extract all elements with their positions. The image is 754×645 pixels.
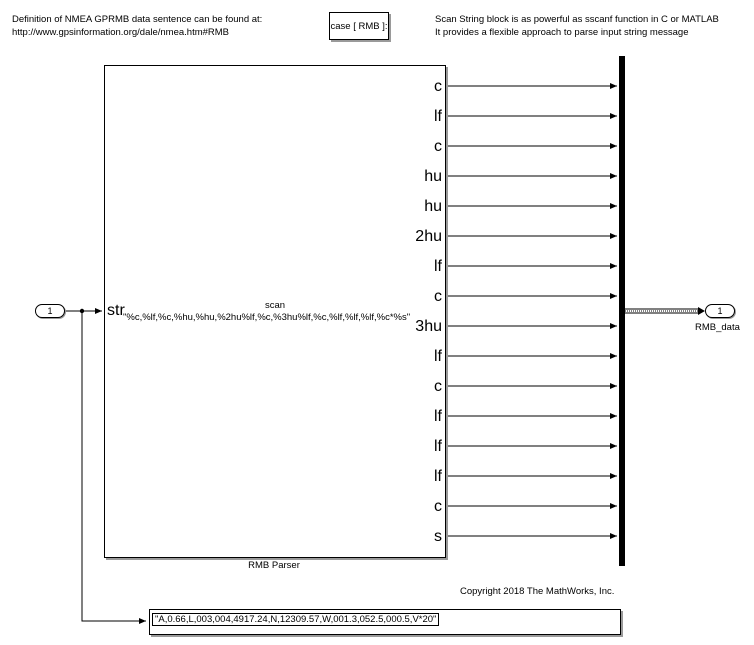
scan-format-string: "%c,%lf,%c,%hu,%hu,%2hu%lf,%c,%3hu%lf,%c,%lf,%lf,%lf,%c*%s" [123, 312, 411, 323]
scan-block-name: RMB Parser [248, 560, 300, 571]
output-port-label: s [434, 528, 442, 545]
inport-label: 1 [47, 306, 53, 316]
display-block[interactable] [149, 609, 621, 635]
output-port-label: c [434, 138, 442, 155]
nmea-note-line1: Definition of NMEA GPRMB data sentence can be found at: [12, 14, 263, 25]
output-port-label: 3hu [415, 318, 442, 335]
output-port-label: lf [434, 258, 442, 275]
scan-block-title: scan [264, 300, 286, 311]
display-value: "A,0.66,L,003,004,4917.24,N,12309.57,W,001.3,052.5,000.5,V*20" [152, 613, 439, 626]
output-port-label: lf [434, 408, 442, 425]
outport-block[interactable] [705, 304, 735, 318]
scan-note-line1: Scan String block is as powerful as sscanf function in C or MATLAB [435, 14, 719, 25]
output-signal-lines [446, 86, 617, 536]
output-port-label: lf [434, 468, 442, 485]
bus-arrow [698, 307, 705, 315]
output-port-label: c [434, 288, 442, 305]
output-port-label: 2hu [415, 228, 442, 245]
outport-name: RMB_data [695, 322, 740, 333]
copyright-note: Copyright 2018 The MathWorks, Inc. [460, 586, 615, 597]
output-port-label: hu [424, 168, 442, 185]
mux-block[interactable] [619, 56, 625, 566]
input-port-label: str [107, 302, 125, 319]
output-port-label: c [434, 378, 442, 395]
output-port-label: lf [434, 438, 442, 455]
inport-block[interactable] [35, 304, 65, 318]
nmea-note-line2: http://www.gpsinformation.org/dale/nmea.htm#RMB [12, 27, 230, 38]
scan-string-block[interactable] [104, 65, 446, 558]
output-port-label: lf [434, 108, 442, 125]
outport-label: 1 [717, 306, 723, 316]
output-port-label: c [434, 498, 442, 515]
output-port-label: lf [434, 348, 442, 365]
output-port-label: hu [424, 198, 442, 215]
case-block-label: case [ RMB ]: [330, 20, 388, 32]
scan-note-line2: It provides a flexible approach to parse input string message [435, 27, 689, 38]
output-port-label: c [434, 78, 442, 95]
